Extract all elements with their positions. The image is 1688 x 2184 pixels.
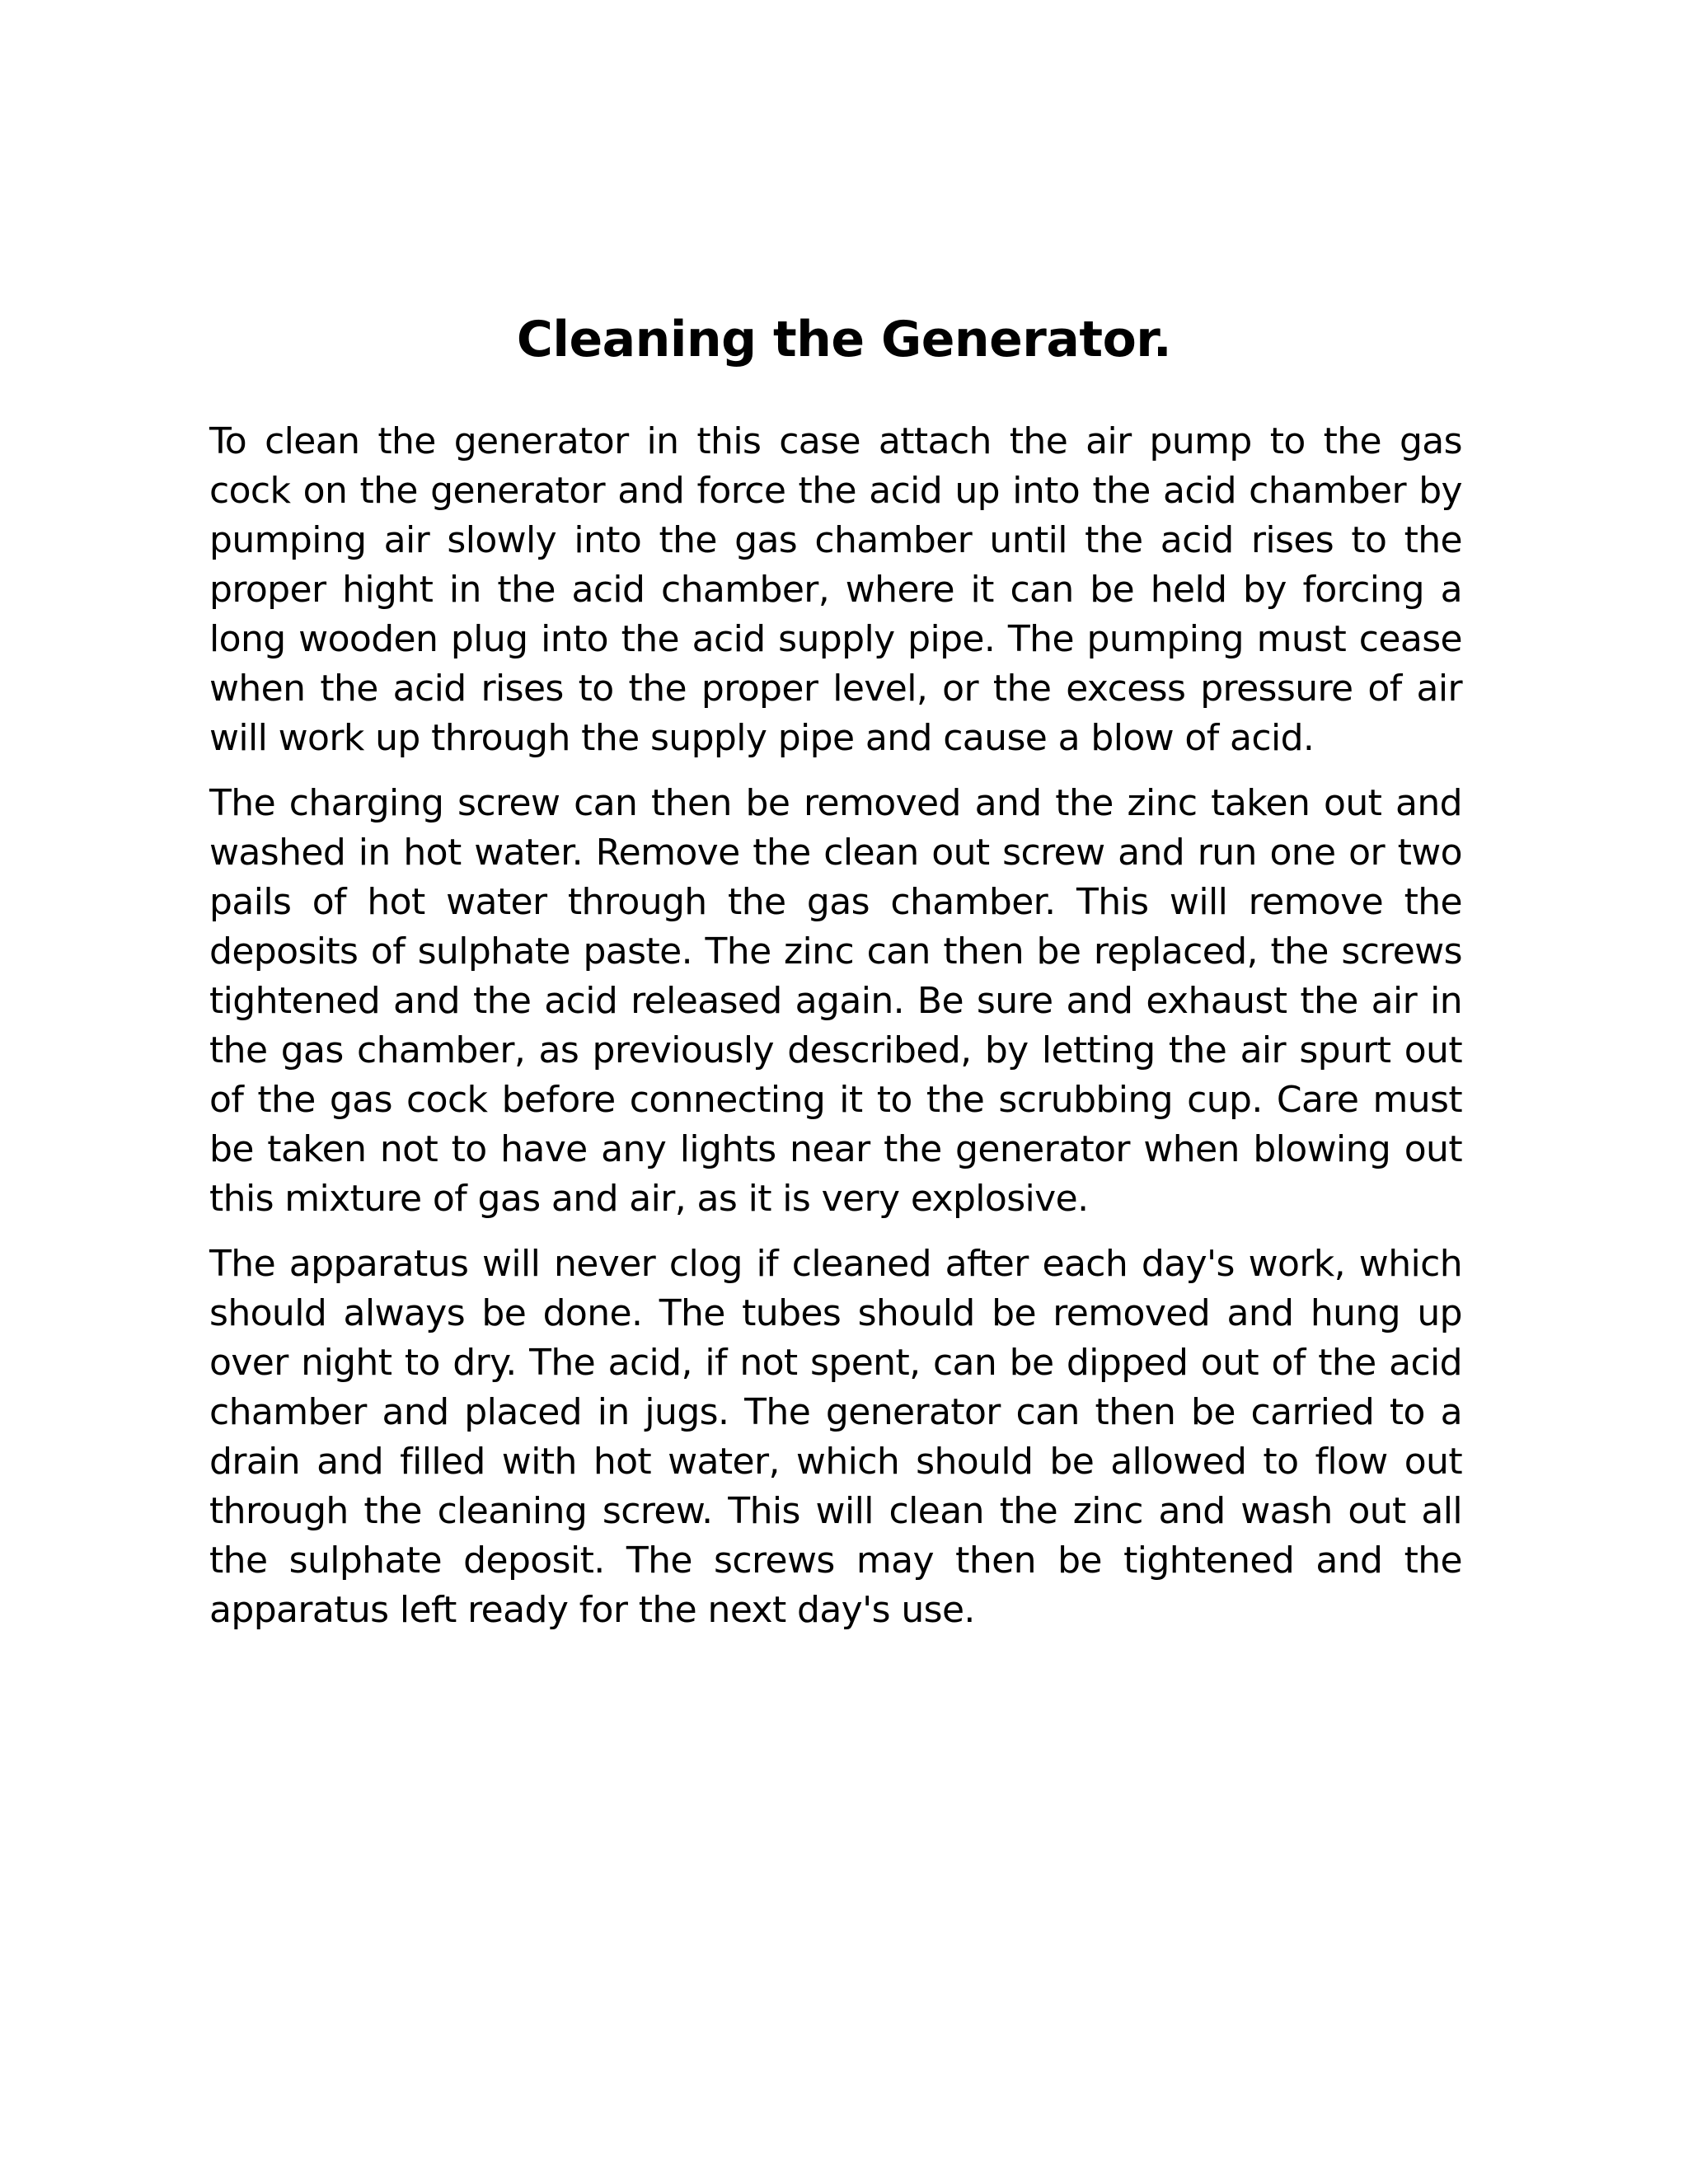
body-text: [209, 417, 1462, 1651]
page-title: Cleaning the Generator.: [516, 311, 1172, 368]
paragraph-pumping-acid: To clean the generator in this case attach the air pump to the gas cock on the generator and force the acid up into the acid chamber by pumping air slowly into the gas chamber until the acid rises to the proper hight in the acid chamber, where it can be held by forcing a long wooden plug into the acid supply pipe. The pumping must cease when the acid rises to the proper level, or the excess pressure of air will work up through the supply pipe and cause a blow of acid.: [209, 420, 1462, 759]
paragraph-cleaning-zinc: The charging screw can then be removed and the zinc taken out and washed in hot water. Remove the clean out screw and run one or two pails of hot water through the gas chamber. This will remove the deposits of sulphate paste. The zinc can then be replaced, the screws tightened and the acid released again. Be sure and exhaust the air in the gas chamber, as previously described, by letting the air spurt out of the gas cock before connecting it to the scrubbing cup. Care must be taken not to have any lights near the generator when blowing out this mixture of gas and air, as it is very explosive.: [209, 782, 1462, 1220]
paragraph-daily-cleaning: The apparatus will never clog if cleaned after each day's work, which should always be done. The tubes should be removed and hung up over night to dry. The acid, if not spent, can be dipped out of the acid chamber and placed in jugs. The generator can then be carried to a drain and filled with hot water, which should be allowed to flow out through the cleaning screw. This will clean the zinc and wash out all the sulphate deposit. The screws may then be tightened and the apparatus left ready for the next day's use.: [209, 1243, 1462, 1631]
